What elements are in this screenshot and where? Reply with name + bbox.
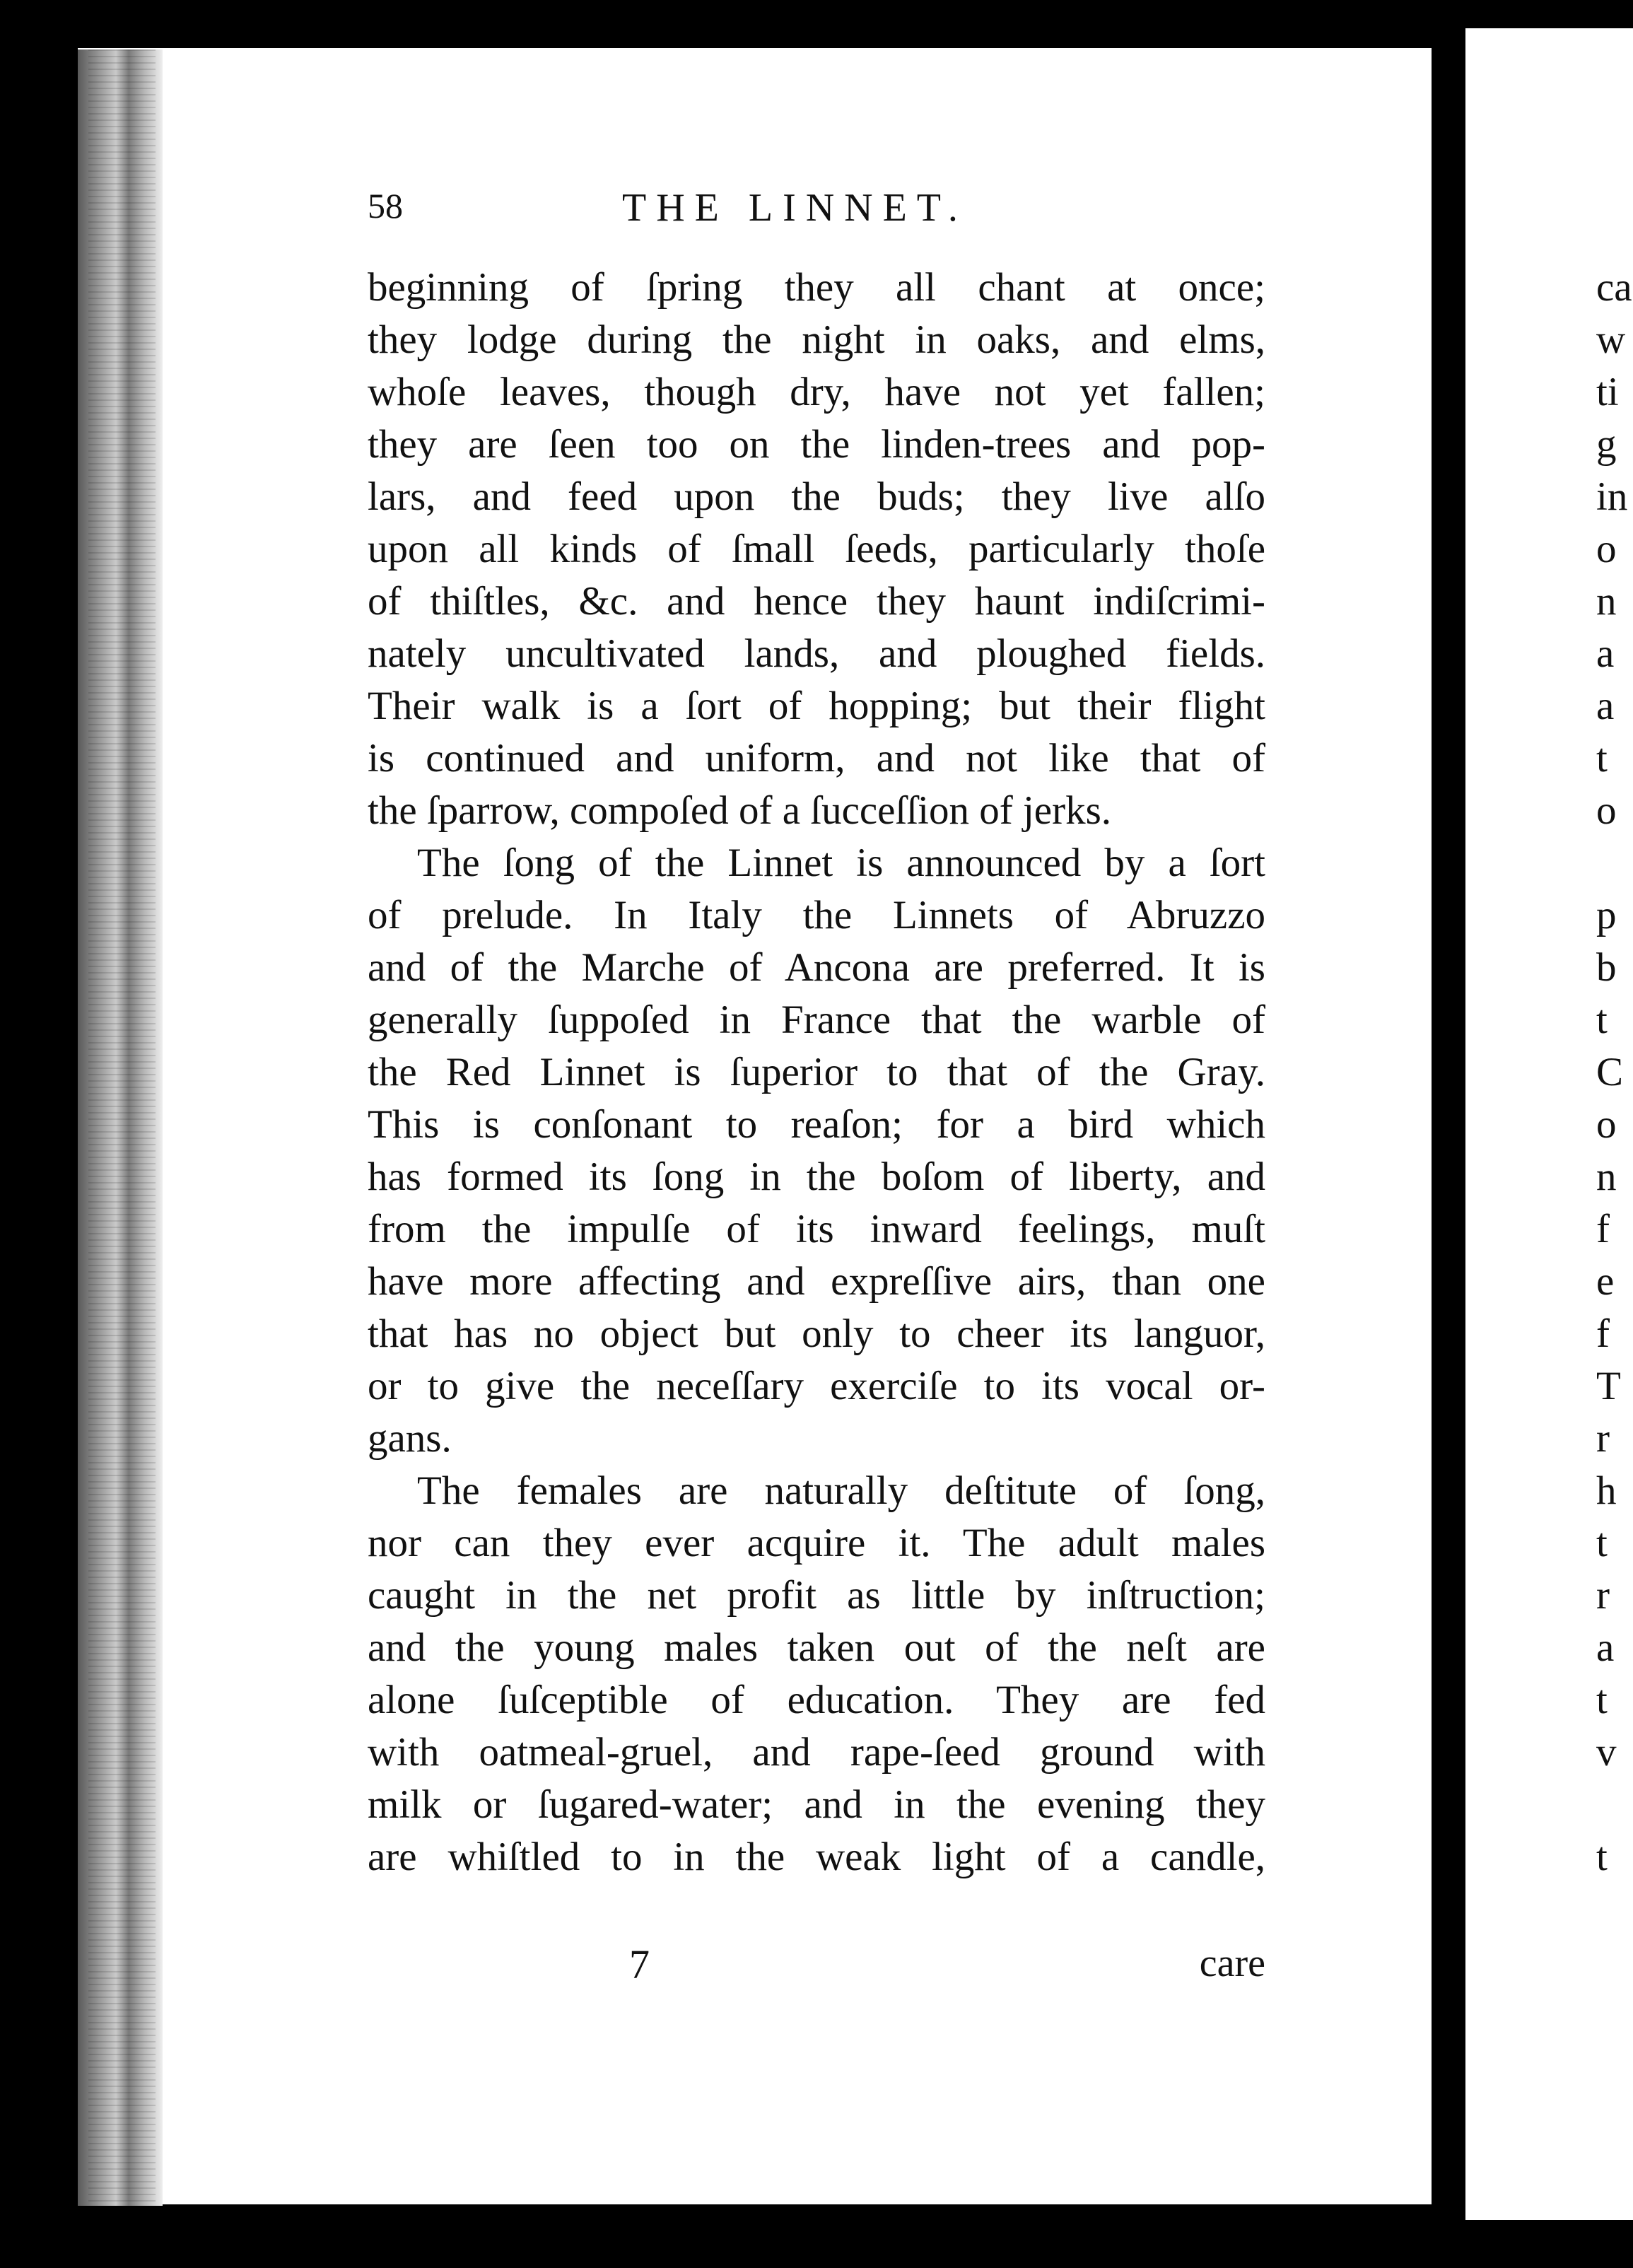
- text-line: gans.: [368, 1416, 452, 1461]
- text-line: nor can they ever acquire it. The adult males: [368, 1521, 1265, 1565]
- signature-mark: 7: [629, 1941, 650, 1987]
- text-line: The females are naturally deſtitute of ſong,: [417, 1468, 1265, 1513]
- facing-page-fragment: n: [1596, 579, 1617, 624]
- text-line: milk or ſugared-water; and in the evening they: [368, 1782, 1265, 1827]
- text-line: upon all kinds of ſmall ſeeds, particularly thoſe: [368, 527, 1265, 571]
- running-title: THE LINNET.: [622, 186, 968, 230]
- text-line: that has no object but only to cheer its languor,: [368, 1311, 1265, 1356]
- facing-page-fragment: w: [1596, 317, 1626, 362]
- paragraph: [368, 1465, 1265, 1883]
- catchline: [368, 1941, 1265, 1997]
- text-line: The ſong of the Linnet is announced by a ſort: [417, 841, 1265, 885]
- facing-page-fragment: t: [1596, 1521, 1608, 1565]
- facing-page-fragment: g: [1596, 422, 1617, 467]
- text-line: whoſe leaves, though dry, have not yet fallen;: [368, 370, 1265, 414]
- facing-page-fragment: t: [1596, 998, 1608, 1042]
- text-line: nately uncultivated lands, and ploughed fields.: [368, 631, 1265, 676]
- binding-texture: [88, 49, 156, 2206]
- text-line: the ſparrow, compoſed of a ſucceſſion of jerks.: [368, 788, 1112, 833]
- page-gutter: [1432, 0, 1465, 2268]
- text-line: has formed its ſong in the boſom of liberty, and: [368, 1155, 1265, 1199]
- text-line: Their walk is a ſort of hopping; but their flight: [368, 684, 1265, 728]
- running-header: [368, 185, 1265, 242]
- facing-page-fragment: o: [1596, 527, 1617, 571]
- facing-page-fragment: p: [1596, 893, 1617, 937]
- text-line: lars, and feed upon the buds; they live alſo: [368, 474, 1265, 519]
- text-line: is continued and uniform, and not like that of: [368, 736, 1265, 781]
- facing-page-fragment: [1596, 1779, 1633, 1831]
- facing-page-fragment: [1596, 837, 1633, 889]
- paragraph: [368, 262, 1265, 837]
- text-line: of prelude. In Italy the Linnets of Abruzzo: [368, 893, 1265, 937]
- text-line: and of the Marche of Ancona are preferred. It is: [368, 945, 1265, 990]
- catchword: care: [1199, 1941, 1265, 1985]
- text-line: alone ſuſceptible of education. They are fed: [368, 1678, 1265, 1722]
- facing-page-fragment: in: [1596, 474, 1628, 519]
- facing-page-fragment: n: [1596, 1155, 1617, 1199]
- text-line: This is conſonant to reaſon; for a bird which: [368, 1102, 1265, 1147]
- text-line: with oatmeal-gruel, and rape-ſeed ground with: [368, 1730, 1265, 1775]
- facing-page-fragment: a: [1596, 684, 1615, 728]
- facing-page-fragment: o: [1596, 1102, 1617, 1147]
- page-number: 58: [368, 186, 403, 226]
- text-line: and the young males taken out of the neſt are: [368, 1625, 1265, 1670]
- text-line: from the impulſe of its inward feelings, muſt: [368, 1207, 1265, 1251]
- text-line: beginning of ſpring they all chant at once;: [368, 265, 1265, 310]
- facing-page-fragment: o: [1596, 788, 1617, 833]
- text-line: of thiſtles, &c. and hence they haunt indiſcrimi-: [368, 579, 1265, 624]
- text-line: the Red Linnet is ſuperior to that of the Gray.: [368, 1050, 1265, 1094]
- facing-page-fragment: r: [1596, 1573, 1610, 1618]
- text-line: have more affecting and expreſſive airs, than one: [368, 1259, 1265, 1304]
- facing-page-fragment: t: [1596, 736, 1608, 781]
- body-text: [368, 262, 1265, 1883]
- facing-page-fragment: t: [1596, 1835, 1608, 1879]
- text-line: they lodge during the night in oaks, and elms,: [368, 317, 1265, 362]
- facing-page-fragment: b: [1596, 945, 1617, 990]
- facing-page-fragment: t: [1596, 1678, 1608, 1722]
- text-line: they are ſeen too on the linden-trees and pop-: [368, 422, 1265, 467]
- text-line: are whiſtled to in the weak light of a candle,: [368, 1835, 1265, 1879]
- text-line: or to give the neceſſary exerciſe to its vocal or-: [368, 1364, 1265, 1408]
- facing-page-text: [1596, 262, 1633, 1883]
- facing-page-fragment: v: [1596, 1730, 1617, 1775]
- facing-page-fragment: a: [1596, 1625, 1615, 1670]
- facing-page-fragment: h: [1596, 1468, 1617, 1513]
- facing-page-fragment: r: [1596, 1416, 1610, 1461]
- facing-page-fragment: f: [1596, 1207, 1610, 1251]
- facing-page-fragment: ca: [1596, 265, 1632, 310]
- facing-page-fragment: T: [1596, 1364, 1621, 1408]
- text-line: generally ſuppoſed in France that the warble of: [368, 998, 1265, 1042]
- paragraph: [368, 837, 1265, 1465]
- facing-page-fragment: f: [1596, 1311, 1610, 1356]
- facing-page-fragment: ti: [1596, 370, 1619, 414]
- text-line: caught in the net profit as little by inſtruction;: [368, 1573, 1265, 1618]
- facing-page-fragment: C: [1596, 1050, 1624, 1094]
- facing-page-fragment: a: [1596, 631, 1615, 676]
- facing-page-fragment: e: [1596, 1259, 1615, 1304]
